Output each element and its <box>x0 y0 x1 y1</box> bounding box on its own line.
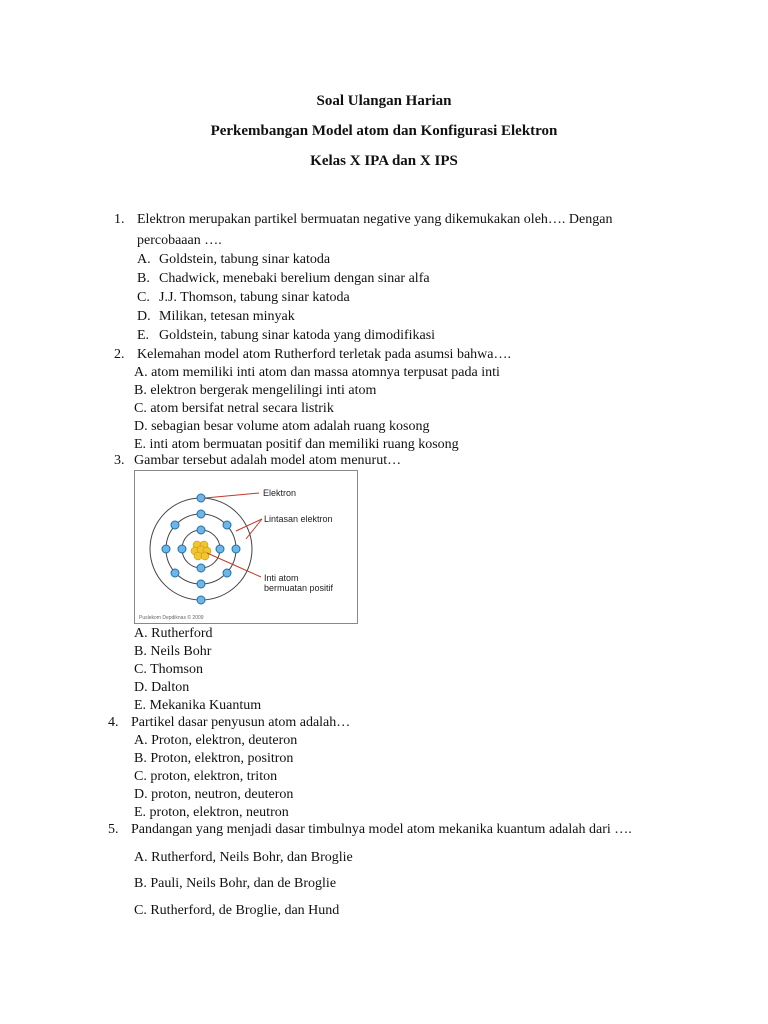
option-a <box>137 251 330 269</box>
option-text: J.J. Thomson, tabung sinar katoda <box>159 290 350 305</box>
question-number: 1. <box>114 212 125 227</box>
electron-icon <box>197 580 205 588</box>
electron-icon <box>171 569 179 577</box>
electron-icon <box>223 521 231 529</box>
question-text: Partikel dasar penyusun atom adalah… <box>131 715 351 730</box>
electron-icon <box>171 521 179 529</box>
option-b: B. Proton, elektron, positron <box>134 751 294 766</box>
question-number: 5. <box>108 822 119 837</box>
label-nucleus: Inti atom <box>264 573 299 583</box>
option-letter: A. <box>137 252 151 267</box>
option-c: C. Rutherford, de Broglie, dan Hund <box>134 903 340 918</box>
option-b: B. elektron bergerak mengelilingi inti atom <box>134 383 377 398</box>
question-text: Kelemahan model atom Rutherford terletak pada asumsi bahwa…. <box>137 347 511 362</box>
question-number: 3. <box>114 453 125 468</box>
option-e: E. proton, elektron, neutron <box>134 805 289 820</box>
option-c <box>137 289 350 307</box>
document-title: Soal Ulangan Harian <box>316 93 452 109</box>
option-a: A. Rutherford, Neils Bohr, dan Broglie <box>134 850 353 865</box>
option-letter: C. <box>137 290 150 305</box>
question-text: Gambar tersebut adalah model atom menurut… <box>134 453 402 468</box>
electron-icon <box>178 545 186 553</box>
option-letter: D. <box>137 309 151 324</box>
document-class-line: Kelas X IPA dan X IPS <box>310 153 458 169</box>
electron-icon <box>162 545 170 553</box>
option-d: D. sebagian besar volume atom adalah ruang kosong <box>134 419 430 434</box>
option-b: B. Pauli, Neils Bohr, dan de Broglie <box>134 876 337 891</box>
atom-model-figure <box>134 470 358 624</box>
question-number: 2. <box>114 347 125 362</box>
option-a: A. Rutherford <box>134 626 213 641</box>
option-b: B. Neils Bohr <box>134 644 212 659</box>
electron-icon <box>197 596 205 604</box>
label-electron: Elektron <box>263 488 297 498</box>
option-c: C. proton, elektron, triton <box>134 769 278 784</box>
option-e: E. inti atom bermuatan positif dan memiliki ruang kosong <box>134 437 459 452</box>
option-d: D. Dalton <box>134 680 190 695</box>
option-d: D. proton, neutron, deuteron <box>134 787 294 802</box>
option-letter: E. <box>137 328 150 343</box>
label-nucleus-charge: bermuatan positif <box>264 583 334 593</box>
bohr-atom-diagram <box>135 471 357 623</box>
electron-icon <box>216 545 224 553</box>
electron-icon <box>197 494 205 502</box>
option-c: C. Thomson <box>134 662 203 677</box>
nucleus-icon <box>191 541 211 560</box>
document-subtitle: Perkembangan Model atom dan Konfigurasi Elektron <box>210 123 558 139</box>
question-text: Elektron merupakan partikel bermuatan negative yang dikemukakan oleh…. Dengan <box>137 212 613 227</box>
electron-icon <box>197 564 205 572</box>
option-text: Goldstein, tabung sinar katoda yang dimodifikasi <box>159 328 436 343</box>
option-e <box>137 327 435 345</box>
electron-icon <box>232 545 240 553</box>
question-text: Pandangan yang menjadi dasar timbulnya model atom mekanika kuantum adalah dari …. <box>131 822 632 837</box>
electron-icon <box>223 569 231 577</box>
option-text: Chadwick, menebaki berelium dengan sinar alfa <box>159 271 430 286</box>
option-text: Goldstein, tabung sinar katoda <box>159 252 331 267</box>
electron-icon <box>197 526 205 534</box>
option-letter: B. <box>137 271 150 286</box>
label-orbit: Lintasan elektron <box>264 514 333 524</box>
option-c: C. atom bersifat netral secara listrik <box>134 401 334 416</box>
option-text: Milikan, tetesan minyak <box>159 309 295 324</box>
question-text-continued: percobaaan …. <box>137 233 222 248</box>
option-e: E. Mekanika Kuantum <box>134 698 262 713</box>
option-d <box>137 308 295 326</box>
question-number: 4. <box>108 715 119 730</box>
option-a: A. Proton, elektron, deuteron <box>134 733 298 748</box>
electron-icon <box>197 510 205 518</box>
figure-credit: Puslekom Depdiknas © 2009 <box>139 615 204 621</box>
option-b <box>137 270 430 288</box>
option-a: A. atom memiliki inti atom dan massa atomnya terpusat pada inti <box>134 365 500 380</box>
